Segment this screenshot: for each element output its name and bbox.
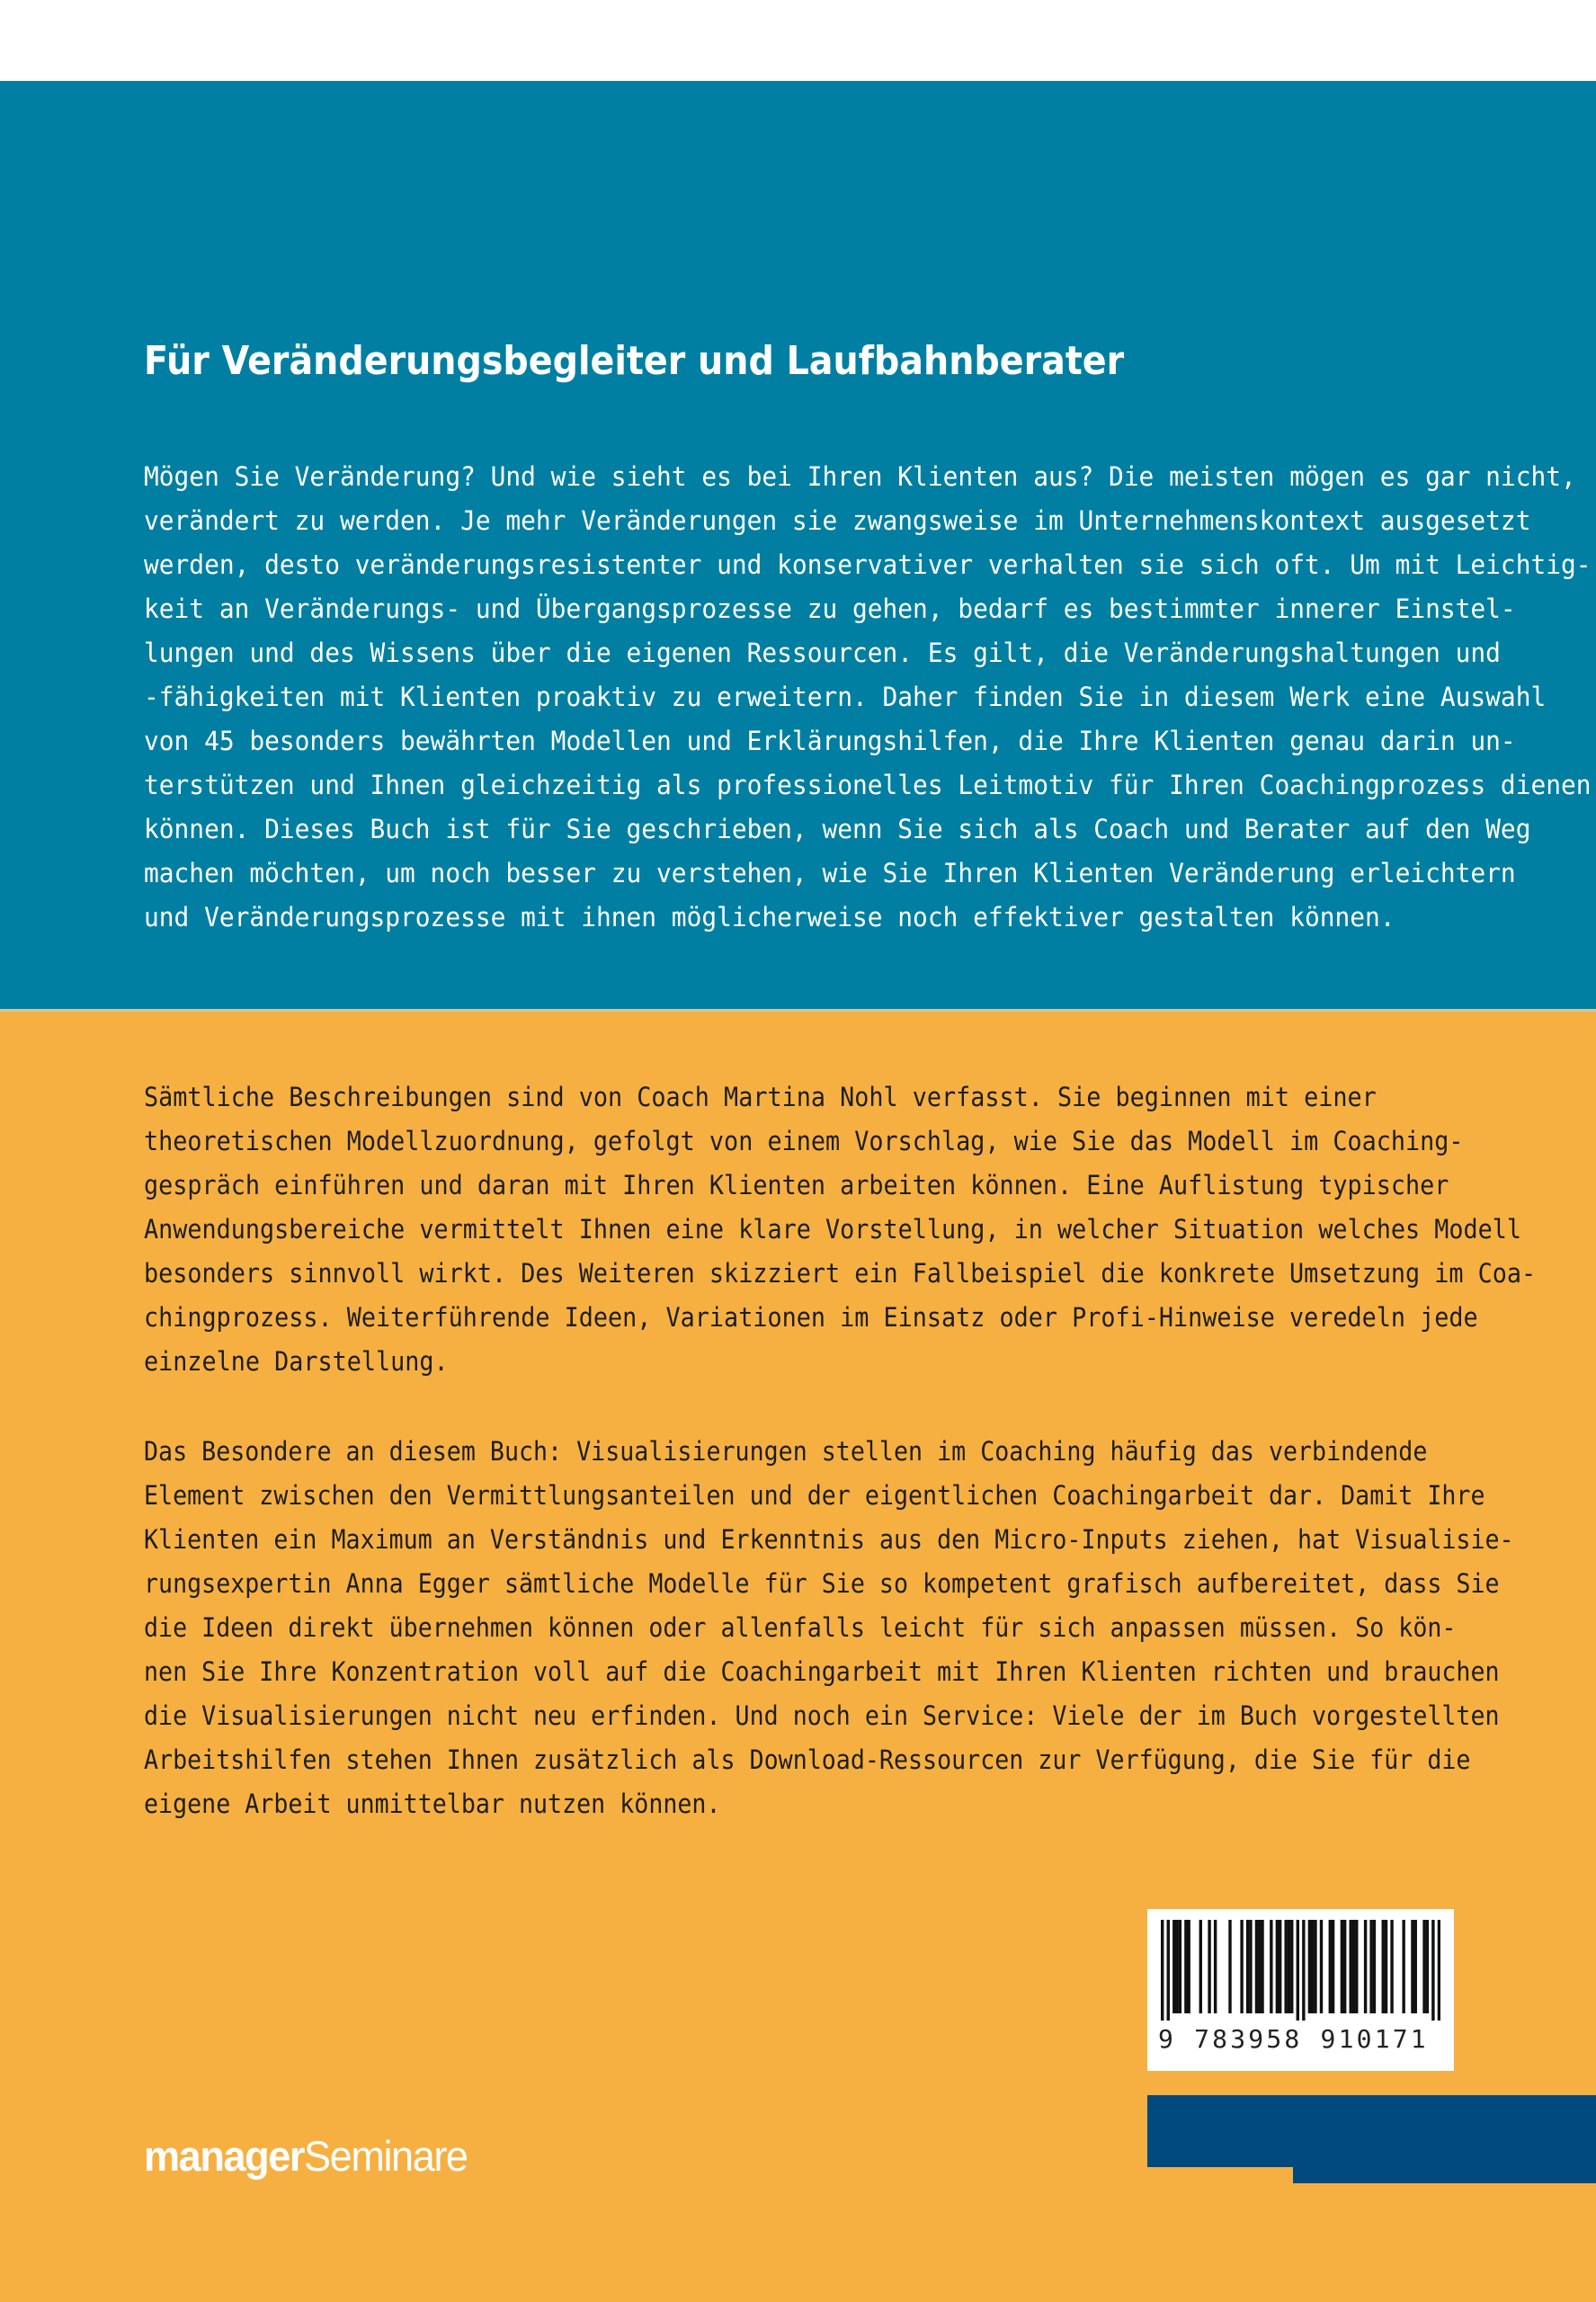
barcode-bar <box>1179 1920 1181 2013</box>
barcode-bar <box>1411 1920 1413 2013</box>
barcode-bar <box>1422 1920 1425 2013</box>
barcode-bar <box>1214 1920 1217 2013</box>
isbn-barcode <box>1147 1909 1454 2071</box>
barcode-bar <box>1382 1920 1385 2013</box>
text-line: Element zwischen den Vermittlungsanteilen und der eigentlichen Coachingarbeit dar. Damit Ihre <box>144 1480 1485 1511</box>
text-line: die Visualisierungen nicht neu erfinden. Und noch ein Service: Viele der im Buch vorgestellten <box>144 1700 1500 1731</box>
text-line: und Veränderungsprozesse mit ihnen möglicherweise noch effektiver gestalten können. <box>144 902 1395 932</box>
barcode-bar <box>1276 1920 1279 2013</box>
text-line: nen Sie Ihre Konzentration voll auf die Coachingarbeit mit Ihren Klienten richten und brauchen <box>144 1656 1500 1687</box>
isbn-number: 9 783958 910171 <box>1158 2024 1429 2054</box>
text-line: machen möchten, um noch besser zu verstehen, wie Sie Ihren Klienten Veränderung erleichtern <box>144 858 1516 888</box>
top-white-margin <box>0 0 1596 81</box>
barcode-bar <box>1426 1920 1429 2013</box>
barcode-bar <box>1261 1920 1263 2013</box>
barcode-bar <box>1290 1920 1293 2013</box>
intro-paragraph <box>144 455 1592 940</box>
barcode-bar <box>1364 1920 1367 2013</box>
text-line: von 45 besonders bewährten Modellen und Erklärungshilfen, die Ihre Klienten genau darin un- <box>144 726 1516 756</box>
text-line: können. Dieses Buch ist für Sie geschrieben, wenn Sie sich als Coach und Berater auf den Weg <box>144 814 1531 844</box>
text-line: werden, desto veränderungsresistenter und konservativer verhalten sie sich oft. Um mit Leichtig- <box>144 549 1592 580</box>
barcode-bar <box>1279 1920 1281 2013</box>
barcode-bar <box>1329 1920 1332 2013</box>
barcode-bar <box>1270 1920 1272 2013</box>
barcode-bar <box>1175 1920 1178 2013</box>
barcode-bar <box>1199 1920 1202 2013</box>
barcode-bar <box>1161 1920 1164 2021</box>
barcode-bar <box>1184 1920 1187 2013</box>
text-line: theoretischen Modellzuordnung, gefolgt von einem Vorschlag, wie Sie das Modell im Coaching- <box>144 1126 1464 1156</box>
barcode-bar <box>1431 1920 1434 2021</box>
barcode-bar <box>1341 1920 1343 2013</box>
barcode-bar <box>1332 1920 1334 2013</box>
barcode-bar <box>1258 1920 1261 2013</box>
text-line: lungen und des Wissens über die eigenen Ressourcen. Es gilt, die Veränderungshaltungen und <box>144 638 1501 668</box>
text-line: Mögen Sie Veränderung? Und wie sieht es bei Ihren Klienten aus? Die meisten mögen es gar nicht, <box>144 461 1576 492</box>
text-line: einzelne Darstellung. <box>144 1346 449 1377</box>
text-line: besonders sinnvoll wirkt. Des Weiteren skizziert ein Fallbeispiel die konkrete Umsetzung im Coa- <box>144 1258 1537 1289</box>
publisher-logo-regular: Seminare <box>304 2132 468 2180</box>
barcode-bar <box>1308 1920 1311 2013</box>
barcode-bar <box>1385 1920 1387 2013</box>
barcode-bar <box>1187 1920 1190 2013</box>
text-line: terstützen und Ihnen gleichzeitig als professionelles Leitmotiv für Ihren Coachingprozess dienen <box>144 770 1592 800</box>
text-line: eigene Arbeit unmittelbar nutzen können. <box>144 1789 721 1819</box>
barcode-bar <box>1302 1920 1305 2021</box>
text-line: Anwendungsbereiche vermittelt Ihnen eine klare Vorstellung, in welcher Situation welches Modell <box>144 1214 1522 1245</box>
description-paragraph <box>144 1075 1536 1384</box>
text-line: gespräch einführen und daran mit Ihren Klienten arbeiten können. Eine Auflistung typischer <box>144 1170 1449 1200</box>
text-line: chingprozess. Weiterführende Ideen, Variationen im Einsatz oder Profi-Hinweise veredeln jede <box>144 1302 1478 1333</box>
barcode-bar <box>1311 1920 1314 2013</box>
navy-accent-tab <box>1293 2163 1596 2183</box>
text-line: Das Besondere an diesem Buch: Visualisierungen stellen im Coaching häufig das verbindende <box>144 1436 1428 1467</box>
barcode-bar <box>1355 1920 1358 2013</box>
barcode-bar <box>1297 1920 1299 2021</box>
barcode-bar <box>1284 1920 1287 2013</box>
barcode-bar <box>1390 1920 1393 2013</box>
barcode-bar <box>1369 1920 1372 2013</box>
text-line: Klienten ein Maximum an Verständnis und Erkenntnis aus den Micro-Inputs ziehen, hat Visualisie- <box>144 1524 1514 1555</box>
barcode-bar <box>1402 1920 1404 2013</box>
publisher-logo <box>144 2131 468 2181</box>
barcode-bar <box>1438 1920 1440 2021</box>
barcode-bar <box>1172 1920 1175 2013</box>
text-line: Sämtliche Beschreibungen sind von Coach Martina Nohl verfasst. Sie beginnen mit einer <box>144 1082 1377 1112</box>
text-line: die Ideen direkt übernehmen können oder allenfalls leicht für sich anpassen müssen. So kön- <box>144 1612 1457 1643</box>
text-line: rungsexpertin Anna Egger sämtliche Modelle für Sie so kompetent grafisch aufbereitet, dass Sie <box>144 1568 1500 1599</box>
text-line: verändert zu werden. Je mehr Veränderungen sie zwangsweise im Unternehmenskontext ausgesetzt <box>144 505 1531 536</box>
barcode-bar <box>1240 1920 1243 2013</box>
barcode-bar <box>1249 1920 1252 2013</box>
barcode-bar <box>1246 1920 1249 2013</box>
barcode-bar <box>1350 1920 1352 2013</box>
text-line: Arbeitshilfen stehen Ihnen zusätzlich als Download-Ressourcen zur Verfügung, die Sie für die <box>144 1744 1471 1775</box>
page-title: Für Veränderungsbegleiter und Laufbahnberater <box>144 338 1125 384</box>
navy-accent-bar <box>1147 2095 1596 2167</box>
barcode-bars <box>1161 1920 1440 2021</box>
barcode-bar <box>1314 1920 1316 2013</box>
barcode-bar <box>1343 1920 1346 2013</box>
barcode-bar <box>1228 1920 1231 2013</box>
barcode-bar <box>1255 1920 1258 2013</box>
special-features-paragraph <box>144 1430 1514 1826</box>
text-line: keit an Veränderungs- und Übergangsprozesse zu gehen, bedarf es bestimmter innerer Einstel- <box>144 593 1516 624</box>
barcode-bar <box>1373 1920 1376 2013</box>
barcode-bar <box>1288 1920 1290 2013</box>
panel-divider <box>0 1009 1596 1012</box>
barcode-bar <box>1352 1920 1355 2013</box>
barcode-bar <box>1208 1920 1210 2013</box>
barcode-bar <box>1167 1920 1170 2021</box>
text-line: -fähigkeiten mit Klienten proaktiv zu erweitern. Daher finden Sie in diesem Werk eine Auswahl <box>144 682 1547 712</box>
barcode-bar <box>1320 1920 1323 2013</box>
publisher-logo-bold: manager <box>144 2132 305 2180</box>
barcode-bar <box>1414 1920 1417 2013</box>
